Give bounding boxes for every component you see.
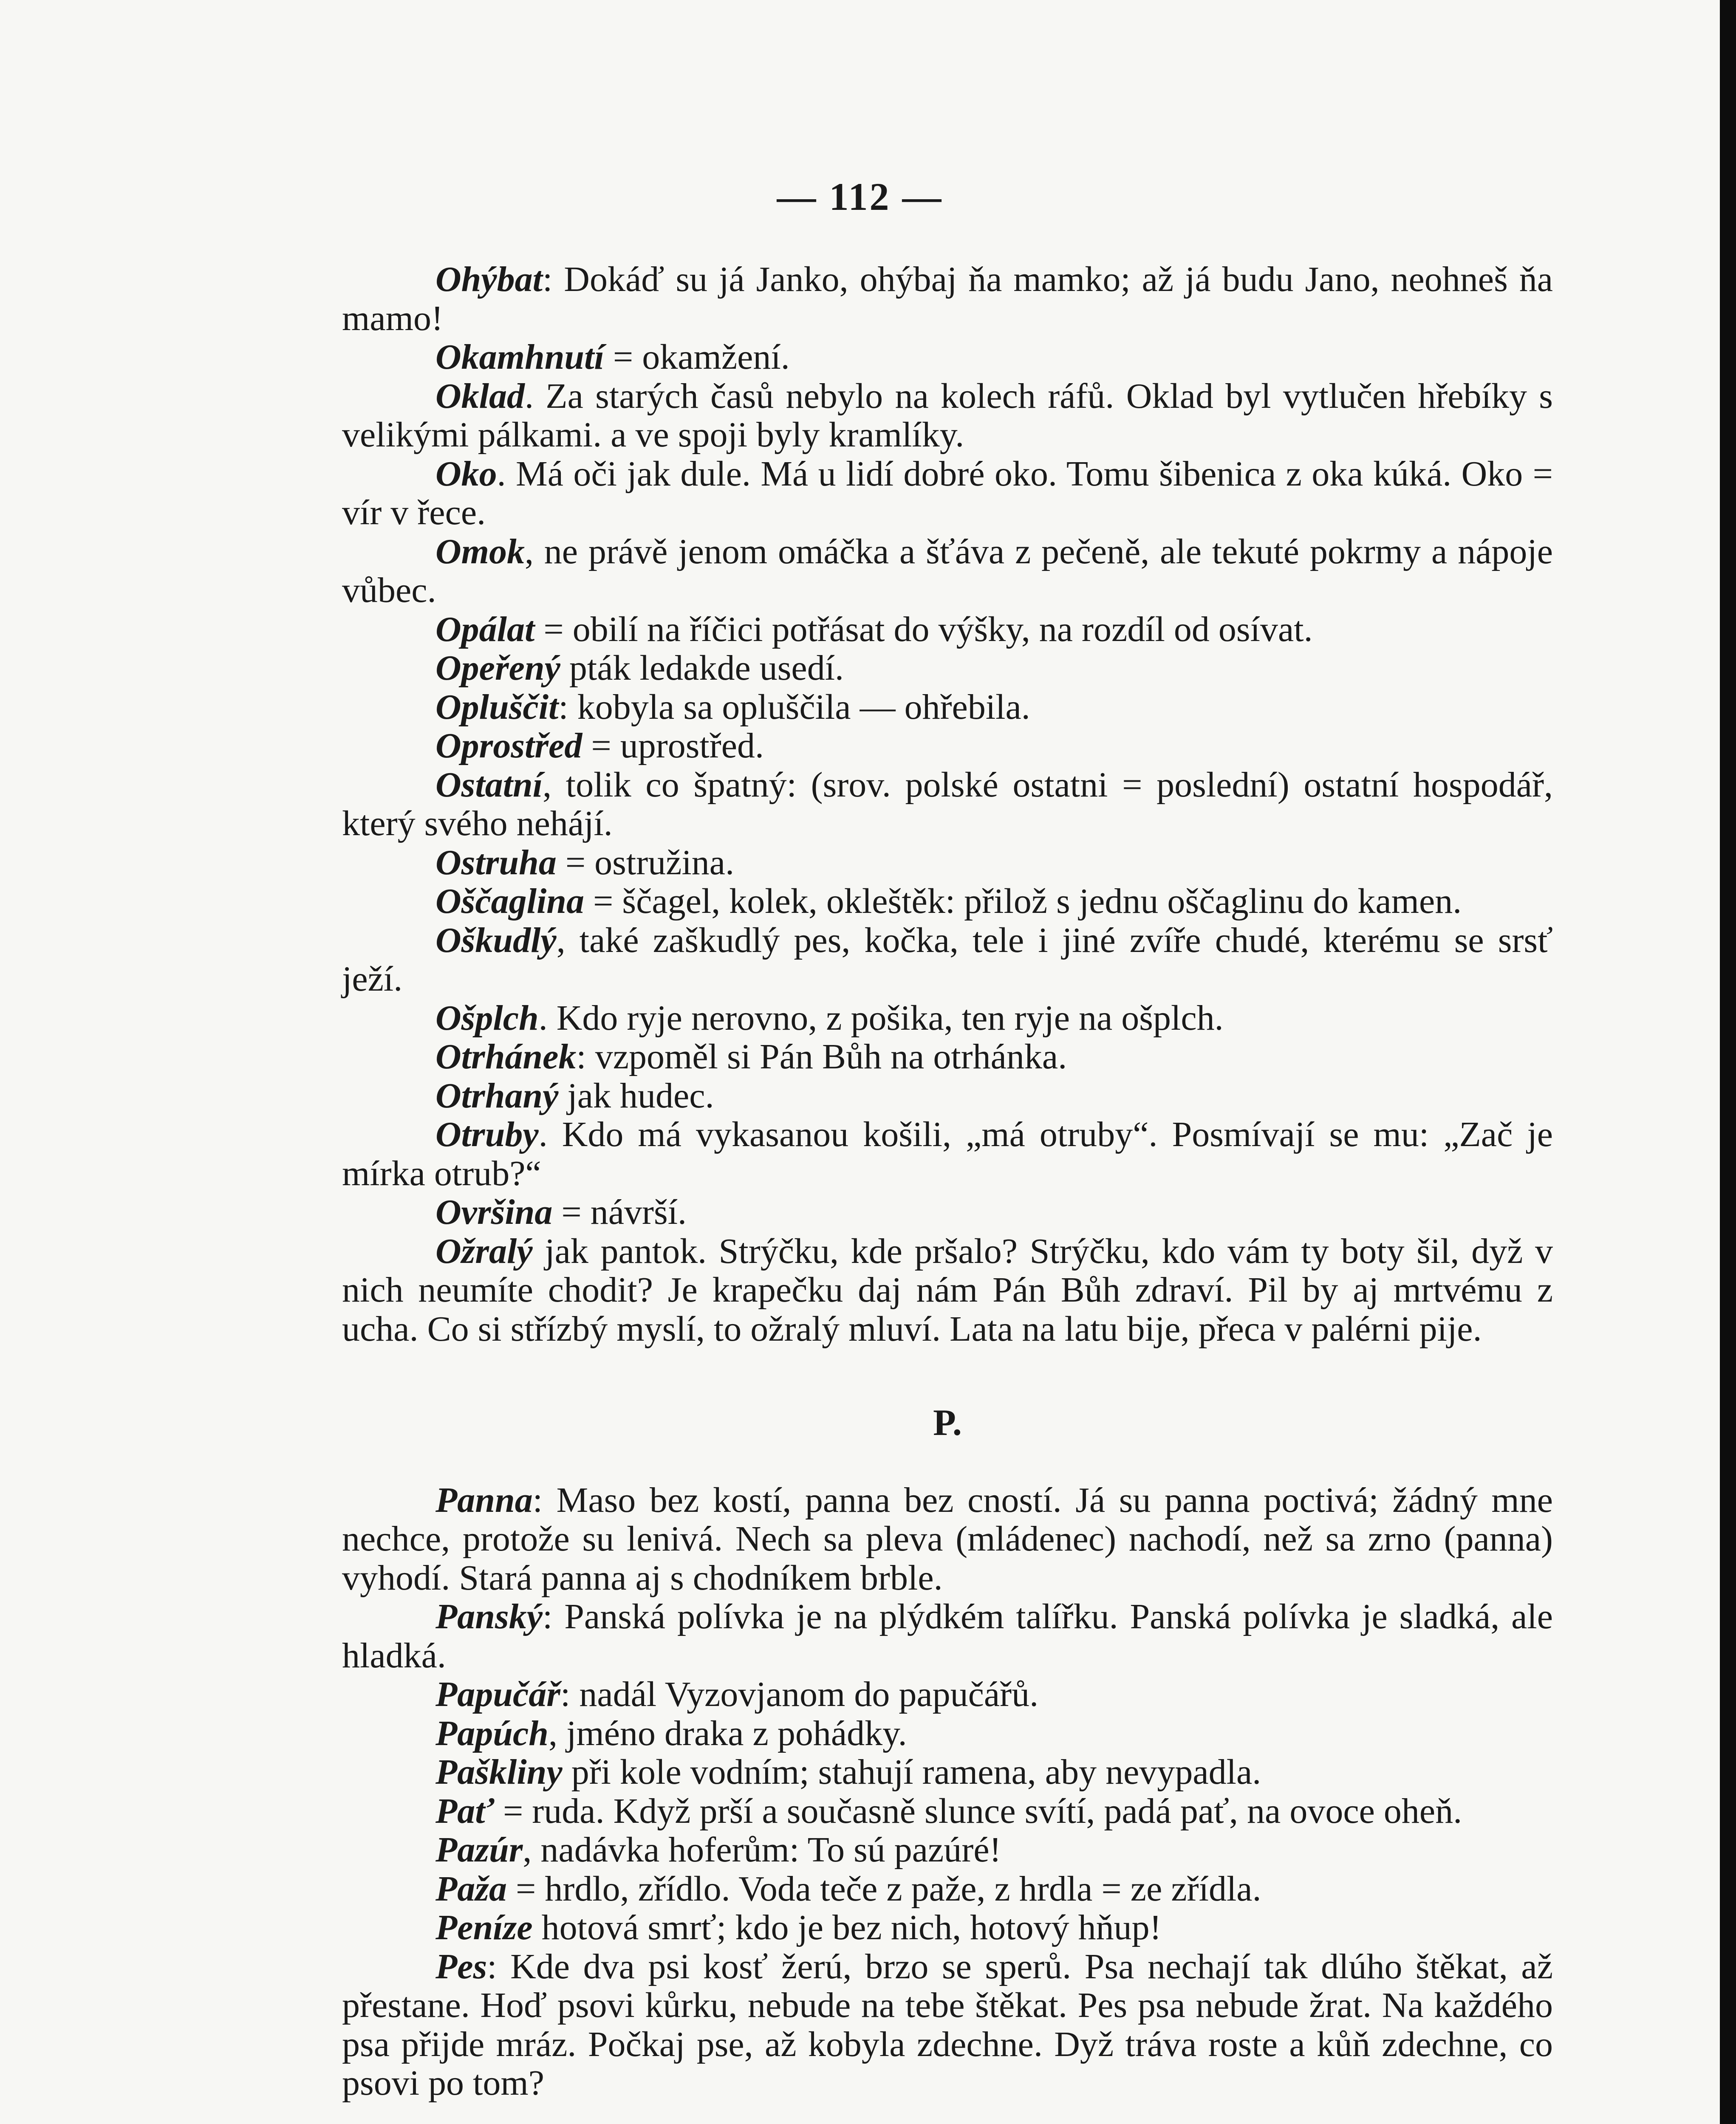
dictionary-entry	[342, 455, 1553, 532]
entry-headword: Oprostřed	[435, 726, 582, 765]
entry-headword: Oklad	[435, 376, 525, 416]
entry-definition: jak hudec.	[558, 1076, 714, 1116]
entry-headword: Ohýbat	[435, 260, 543, 299]
dictionary-entry	[342, 1753, 1553, 1792]
entry-definition: . Kdo má vykasanou košili, „má otruby“. Posmívají se mu: „Zač je mírka otrub?“	[342, 1115, 1553, 1193]
dictionary-entry	[342, 1193, 1553, 1232]
entry-definition: , jméno draka z pohádky.	[549, 1713, 907, 1753]
entry-definition: : Kde dva psi kosť žerú, brzo se sperů. Psa nechají tak dlúho štěkat, až přestane. Hoď psovi kůrku, nebude na tebe štěkat. Pes psa nebude žrat. Na každého psa přijde mráz. Počkaj pse, až kobyla zdechne. Dyž tráva roste a kůň zdechne, co psovi po tom?	[342, 1946, 1553, 2103]
entry-definition: . Má oči jak dule. Má u lidí dobré oko. Tomu šibenica z oka kúká. Oko = vír v řece.	[342, 454, 1553, 532]
entry-headword: Panna	[435, 1480, 533, 1520]
dictionary-entry	[342, 1481, 1553, 1598]
entry-headword: Pazúr	[435, 1830, 523, 1870]
entry-headword: Oko	[435, 454, 497, 494]
entry-headword: Panský	[435, 1597, 543, 1636]
section-o-entries	[342, 260, 1553, 1348]
entry-definition: = obilí na říčici potřásat do výšky, na rozdíl od osívat.	[534, 609, 1313, 649]
entry-definition: = ostružina.	[556, 842, 735, 882]
entry-definition: : Dokáď su já Janko, ohýbaj ňa mamko; až já budu Jano, neohneš ňa mamo!	[342, 260, 1553, 338]
entry-headword: Opálat	[435, 609, 535, 649]
dictionary-entry	[342, 1037, 1553, 1076]
dictionary-entry	[342, 1076, 1553, 1116]
entry-definition: jak pantok. Strýčku, kde pršalo? Strýčku, kdo vám ty boty šil, dyž v nich neumíte chodit? Je krapečku daj nám Pán Bůh zdraví. Pil by aj mrtvému z ucha. Co si střízbý myslí, to ožralý mluví. Lata na latu bije, přeca v palérni pije.	[342, 1231, 1553, 1349]
entry-headword: Papúch	[435, 1713, 549, 1753]
binding-edge	[1720, 0, 1736, 2124]
dictionary-entry	[342, 1675, 1553, 1714]
entry-definition: = ruda. Když prší a současně slunce svítí, padá pať, na ovoce oheň.	[494, 1791, 1462, 1831]
entry-headword: Okamhnutí	[435, 337, 604, 377]
entry-definition: = návrší.	[552, 1192, 687, 1232]
entry-definition: = hrdlo, zřídlo. Voda teče z paže, z hrdla = ze zřídla.	[507, 1869, 1261, 1909]
entry-headword: Pať	[435, 1791, 494, 1831]
dictionary-entry	[342, 610, 1553, 649]
entry-definition: při kole vodním; stahují ramena, aby nevypadla.	[562, 1752, 1261, 1792]
dictionary-entry	[342, 1870, 1553, 1909]
entry-headword: Oškudlý	[435, 920, 557, 960]
dictionary-entry	[342, 1115, 1553, 1193]
entry-headword: Omok	[435, 531, 525, 571]
entry-headword: Otrhaný	[435, 1076, 559, 1116]
dictionary-entry	[342, 726, 1553, 765]
entry-definition: , také zaškudlý pes, kočka, tele i jiné zvíře chudé, kterému se srsť ježí.	[342, 920, 1553, 999]
entry-definition: , nadávka hoferům: To sú pazúré!	[523, 1830, 1001, 1870]
dictionary-entry	[342, 999, 1553, 1038]
entry-headword: Ostatní	[435, 765, 543, 805]
dictionary-entry	[342, 1232, 1553, 1349]
dictionary-entry	[342, 1792, 1553, 1831]
dictionary-entry	[342, 765, 1553, 843]
entry-definition: = okamžení.	[604, 337, 790, 377]
dictionary-entry	[342, 1597, 1553, 1675]
entry-definition: , ne právě jenom omáčka a šťáva z pečeně, ale tekuté pokrmy a nápoje vůbec.	[342, 531, 1553, 610]
entry-definition: : Maso bez kostí, panna bez cností. Já su panna poctivá; žádný mne nechce, protože su lenivá. Nech sa pleva (mládenec) nachodí, než sa zrno (panna) vyhodí. Stará panna aj s chodníkem brble.	[342, 1480, 1553, 1598]
entry-definition: , tolik co špatný: (srov. polské ostatni = poslední) ostatní hospodář, který svého nehájí.	[342, 765, 1553, 843]
entry-definition: hotová smrť; kdo je bez nich, hotový hňup!	[532, 1908, 1162, 1947]
dictionary-entry	[342, 649, 1553, 688]
entry-definition: : vzpoměl si Pán Bůh na otrhánka.	[576, 1037, 1067, 1076]
entry-headword: Ošplch	[435, 998, 539, 1038]
entry-headword: Ožralý	[435, 1231, 533, 1271]
entry-headword: Paškliny	[435, 1752, 563, 1792]
dictionary-entry	[342, 843, 1553, 882]
dictionary-entry	[342, 532, 1553, 610]
entry-definition: . Kdo ryje nerovno, z pošika, ten ryje na ošplch.	[538, 998, 1224, 1038]
entry-headword: Ovršina	[435, 1192, 553, 1232]
dictionary-entry	[342, 1830, 1553, 1870]
entry-headword: Opeřený	[435, 648, 560, 688]
entry-headword: Otrhánek	[435, 1037, 577, 1076]
dictionary-entry	[342, 1908, 1553, 1947]
entry-headword: Ostruha	[435, 842, 557, 882]
entry-headword: Papučář	[435, 1675, 560, 1714]
dictionary-entry	[342, 882, 1553, 921]
entry-definition: : Panská polívka je na plýdkém talířku. Panská polívka je sladká, ale hladká.	[342, 1597, 1553, 1675]
entry-headword: Otruby	[435, 1115, 539, 1154]
dictionary-entry	[342, 921, 1553, 999]
entry-headword: Paža	[435, 1869, 507, 1909]
page-number: — 112 —	[777, 175, 943, 218]
dictionary-entry	[342, 688, 1553, 727]
entry-definition: : nadál Vyzovjanom do papučářů.	[560, 1675, 1039, 1714]
entry-definition: pták ledakde usedí.	[560, 648, 844, 688]
entry-headword: Oščaglina	[435, 881, 585, 921]
entry-definition: = ščagel, kolek, okleštěk: přilož s jednu oščaglinu do kamen.	[584, 881, 1462, 921]
section-letter-p: P.	[933, 1402, 962, 1443]
entry-definition: . Za starých časů nebylo na kolech ráfů. Oklad byl vytlučen hřebíky s velikými pálkami. a ve spoji byly kramlíky.	[342, 376, 1553, 455]
dictionary-entry	[342, 377, 1553, 455]
dictionary-entry	[342, 1947, 1553, 2103]
dictionary-entry	[342, 338, 1553, 377]
dictionary-entry	[342, 1714, 1553, 1753]
entry-headword: Opluščit	[435, 687, 559, 727]
entry-headword: Pes	[435, 1946, 487, 1986]
entry-headword: Peníze	[435, 1908, 533, 1947]
entry-definition: : kobyla sa opluščila — ohřebila.	[558, 687, 1030, 727]
dictionary-entry	[342, 260, 1553, 338]
section-p-entries	[342, 1481, 1553, 2103]
entry-definition: = uprostřed.	[582, 726, 764, 765]
dictionary-content	[342, 260, 1553, 2103]
